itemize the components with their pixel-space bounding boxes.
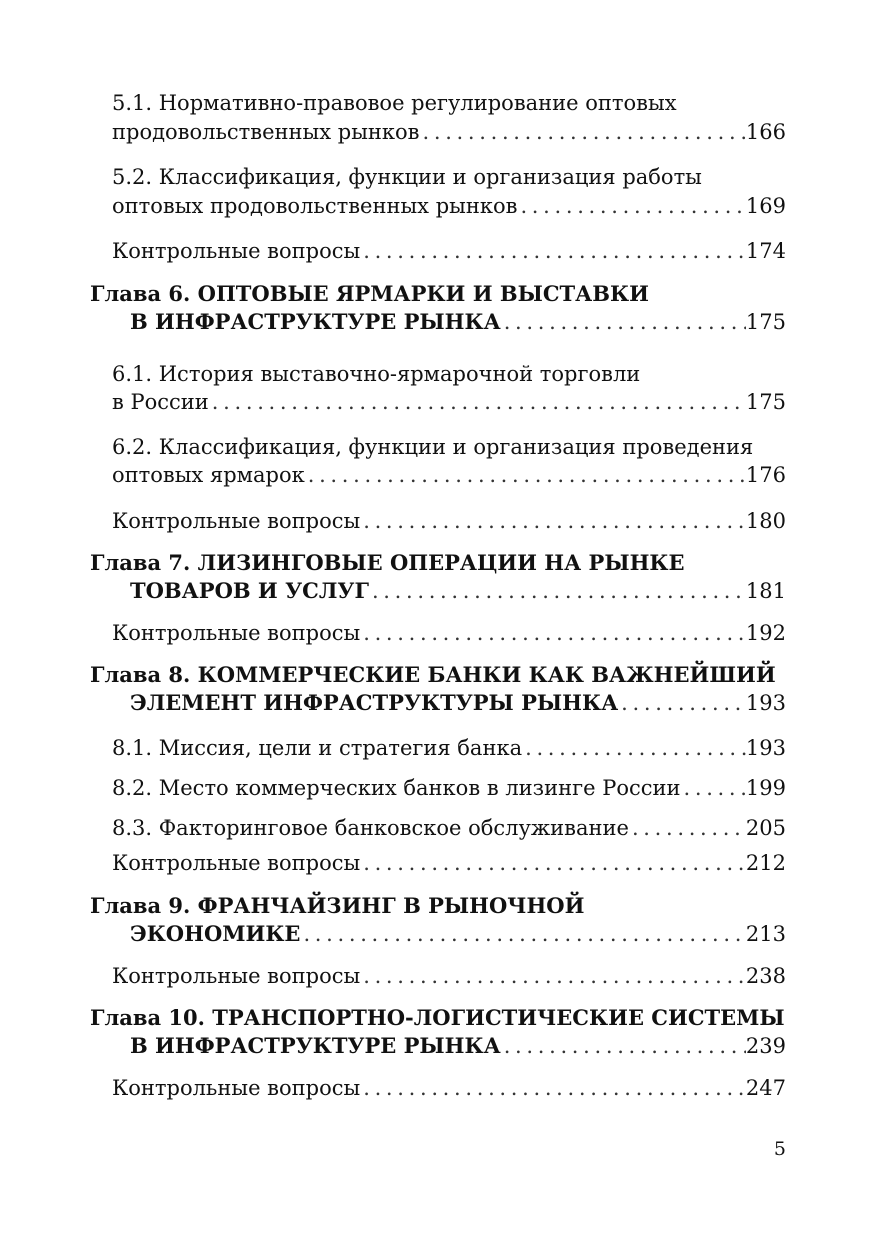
toc-chapter-8-line1: Глава 8. КОММЕРЧЕСКИЕ БАНКИ КАК ВАЖНЕЙШИЙ bbox=[90, 662, 776, 687]
toc-entry-label: ТОВАРОВ И УСЛУГ bbox=[130, 578, 369, 603]
dot-leader bbox=[629, 814, 746, 842]
toc-chapter-9[interactable] bbox=[130, 920, 786, 948]
toc-page-number: 247 bbox=[745, 1076, 786, 1100]
toc-entry-label: ЭКОНОМИКЕ bbox=[130, 921, 301, 946]
toc-entry-5-1-line1: 5.1. Нормативно-правовое регулирование оптовых bbox=[112, 91, 677, 115]
toc-page-number: 174 bbox=[745, 239, 786, 263]
toc-entry-label: ЭЛЕМЕНТ ИНФРАСТРУКТУРЫ РЫНКА bbox=[130, 690, 619, 715]
toc-chapter-10[interactable] bbox=[130, 1032, 786, 1060]
toc-entry-6-2-line1: 6.2. Классификация, функции и организация проведения bbox=[112, 435, 754, 459]
toc-entry-label: продовольственных рынков bbox=[112, 120, 420, 144]
page-number: 5 bbox=[773, 1138, 786, 1160]
toc-entry-8-1[interactable] bbox=[112, 734, 786, 762]
toc-page-number: 176 bbox=[745, 463, 786, 487]
toc-entry-6-2[interactable] bbox=[112, 461, 786, 489]
dot-leader bbox=[369, 577, 746, 605]
toc-entry-8-2[interactable] bbox=[112, 774, 786, 802]
dot-leader bbox=[360, 1074, 746, 1102]
toc-entry-8-3[interactable] bbox=[112, 814, 786, 842]
dot-leader bbox=[681, 774, 746, 802]
toc-entry-5-1[interactable] bbox=[112, 118, 786, 146]
dot-leader bbox=[360, 962, 746, 990]
toc-entry-label: 8.3. Факторинговое банковское обслуживание bbox=[112, 816, 629, 840]
toc-page-number: 166 bbox=[745, 120, 786, 144]
toc-page-number: 180 bbox=[745, 509, 786, 533]
dot-leader bbox=[305, 461, 746, 489]
toc-entry-questions-8[interactable] bbox=[112, 849, 786, 877]
toc-entry-label: 8.2. Место коммерческих банков в лизинге России bbox=[112, 776, 681, 800]
toc-entry-label: оптовых продовольственных рынков bbox=[112, 194, 518, 218]
toc-page-number: 193 bbox=[745, 736, 786, 760]
toc-page-number: 239 bbox=[745, 1034, 786, 1058]
toc-chapter-7-line1: Глава 7. ЛИЗИНГОВЫЕ ОПЕРАЦИИ НА РЫНКЕ bbox=[90, 550, 685, 575]
toc-entry-5-2[interactable] bbox=[112, 192, 786, 220]
toc-chapter-6[interactable] bbox=[130, 308, 786, 336]
toc-entry-label: Контрольные вопросы bbox=[112, 239, 361, 263]
toc-page-number: 192 bbox=[745, 621, 786, 645]
dot-leader bbox=[501, 1032, 746, 1060]
dot-leader bbox=[209, 388, 746, 416]
toc-entry-questions-10[interactable] bbox=[112, 1074, 786, 1102]
toc-page-number: 193 bbox=[745, 691, 786, 715]
toc-page-number: 175 bbox=[745, 390, 786, 414]
dot-leader bbox=[522, 734, 746, 762]
dot-leader bbox=[300, 920, 745, 948]
dot-leader bbox=[501, 308, 746, 336]
toc-entry-label: В ИНФРАСТРУКТУРЕ РЫНКА bbox=[130, 1033, 501, 1058]
dot-leader bbox=[420, 118, 746, 146]
toc-page-number: 213 bbox=[745, 922, 786, 946]
dot-leader bbox=[517, 192, 745, 220]
toc-entry-label: Контрольные вопросы bbox=[112, 509, 361, 533]
toc-entry-label: 8.1. Миссия, цели и стратегия банка bbox=[112, 736, 523, 760]
toc-entry-questions-5[interactable] bbox=[112, 237, 786, 265]
toc-chapter-10-line1: Глава 10. ТРАНСПОРТНО-ЛОГИСТИЧЕСКИЕ СИСТЕМЫ bbox=[90, 1005, 785, 1030]
toc-page-number: 181 bbox=[745, 579, 786, 603]
toc-entry-questions-7[interactable] bbox=[112, 619, 786, 647]
toc-entry-label: в России bbox=[112, 390, 209, 414]
toc-page-number: 175 bbox=[745, 310, 786, 334]
dot-leader bbox=[360, 849, 746, 877]
toc-entry-questions-9[interactable] bbox=[112, 962, 786, 990]
dot-leader bbox=[360, 237, 746, 265]
toc-entry-6-1-line1: 6.1. История выставочно-ярмарочной торговли bbox=[112, 362, 641, 386]
dot-leader bbox=[360, 507, 746, 535]
dot-leader bbox=[618, 689, 746, 717]
toc-entry-label: Контрольные вопросы bbox=[112, 851, 361, 875]
toc-page-number: 212 bbox=[745, 851, 786, 875]
toc-chapter-8[interactable] bbox=[130, 689, 786, 717]
toc-page-number: 205 bbox=[745, 816, 786, 840]
toc-entry-label: Контрольные вопросы bbox=[112, 621, 361, 645]
toc-chapter-9-line1: Глава 9. ФРАНЧАЙЗИНГ В РЫНОЧНОЙ bbox=[90, 893, 585, 918]
toc-chapter-6-line1: Глава 6. ОПТОВЫЕ ЯРМАРКИ И ВЫСТАВКИ bbox=[90, 281, 649, 306]
toc-entry-questions-6[interactable] bbox=[112, 507, 786, 535]
toc-entry-label: Контрольные вопросы bbox=[112, 964, 361, 988]
toc-page-number: 238 bbox=[745, 964, 786, 988]
toc-page-number: 199 bbox=[745, 776, 786, 800]
toc-chapter-7[interactable] bbox=[130, 577, 786, 605]
toc-page-number: 169 bbox=[745, 194, 786, 218]
toc-entry-5-2-line1: 5.2. Классификация, функции и организация работы bbox=[112, 165, 702, 189]
toc-entry-label: Контрольные вопросы bbox=[112, 1076, 361, 1100]
toc-entry-6-1[interactable] bbox=[112, 388, 786, 416]
toc-entry-label: В ИНФРАСТРУКТУРЕ РЫНКА bbox=[130, 309, 501, 334]
toc-entry-label: оптовых ярмарок bbox=[112, 463, 305, 487]
dot-leader bbox=[360, 619, 746, 647]
